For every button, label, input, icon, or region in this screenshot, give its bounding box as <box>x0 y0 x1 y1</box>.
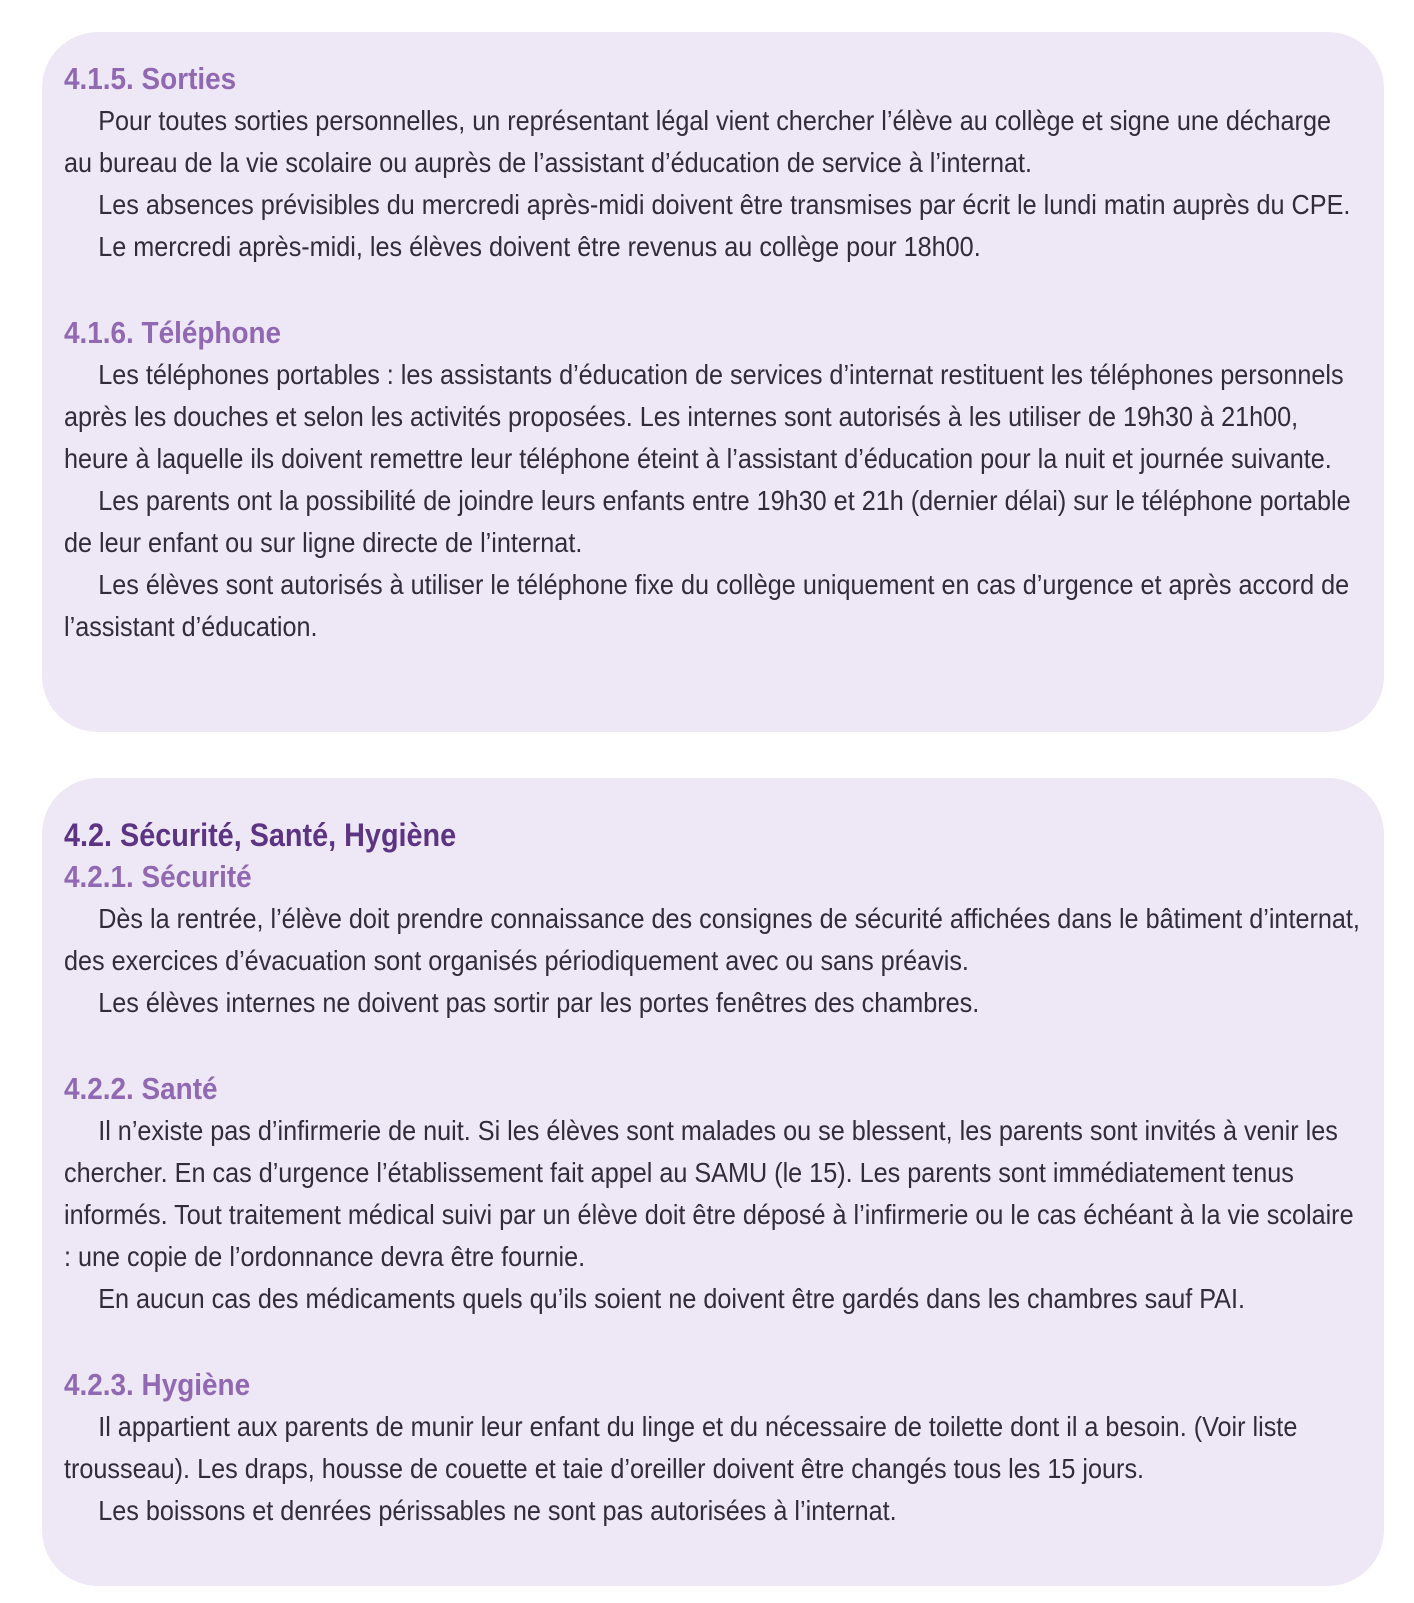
subsection-title-sante: 4.2.2. Santé <box>64 1071 218 1106</box>
paragraph: Les élèves sont autorisés à utiliser le téléphone fixe du collège uniquement en cas d’urgence et après accord de l’assistant d’éducation. <box>64 569 1350 642</box>
panel-sorties-telephone-content <box>64 58 1360 648</box>
section-telephone <box>64 312 1360 648</box>
section-title-securite-sante-hygiene: 4.2. Sécurité, Santé, Hygiène <box>64 817 457 853</box>
paragraph: Le mercredi après-midi, les élèves doivent être revenus au collège pour 18h00. <box>98 231 981 262</box>
paragraph: Les parents ont la possibilité de joindre leurs enfants entre 19h30 et 21h (dernier délai) sur le téléphone portable de leur enfant ou sur ligne directe de l’internat. <box>64 485 1351 558</box>
paragraph: Les boissons et denrées périssables ne sont pas autorisées à l’internat. <box>98 1495 897 1526</box>
paragraph: Il appartient aux parents de munir leur enfant du linge et du nécessaire de toilette dont il a besoin. (Voir liste trousseau). Les draps, housse de couette et taie d’oreiller doivent être changés tous les 15 jours. <box>64 1411 1298 1484</box>
section-securite <box>64 856 1360 1024</box>
section-sorties <box>64 58 1360 268</box>
paragraph: Il n’existe pas d’infirmerie de nuit. Si les élèves sont malades ou se blessent, les parents sont invités à venir les chercher. En cas d’urgence l’établissement fait appel au SAMU (le 15). Les parents sont immédiatement tenus informés. Tout traitement médical suivi par un élève doit être déposé à l’infirmerie ou le cas échéant à la vie scolaire : une copie de l’ordonnance devra être fournie. <box>64 1115 1354 1272</box>
subsection-title-telephone: 4.1.6. Téléphone <box>64 315 282 350</box>
section-hygiene <box>64 1364 1360 1532</box>
panel-securite-sante-hygiene-content <box>64 814 1360 1532</box>
paragraph: Les téléphones portables : les assistants d’éducation de services d’internat restituent les téléphones personnels après les douches et selon les activités proposées. Les internes sont autorisés à les utiliser de 19h30 à 21h00, heure à laquelle ils doivent remettre leur téléphone éteint à l’assistant d’éducation pour la nuit et journée suivante. <box>64 359 1344 474</box>
panel-sorties-telephone <box>42 32 1384 732</box>
paragraph: Les élèves internes ne doivent pas sortir par les portes fenêtres des chambres. <box>98 987 980 1018</box>
paragraph: En aucun cas des médicaments quels qu’ils soient ne doivent être gardés dans les chambres sauf PAI. <box>98 1283 1245 1314</box>
paragraph: Dès la rentrée, l’élève doit prendre connaissance des consignes de sécurité affichées dans le bâtiment d’internat, des exercices d’évacuation sont organisés périodiquement avec ou sans préavis. <box>64 903 1360 976</box>
paragraph: Les absences prévisibles du mercredi après-midi doivent être transmises par écrit le lundi matin auprès du CPE. <box>98 189 1351 220</box>
paragraph: Pour toutes sorties personnelles, un représentant légal vient chercher l’élève au collège et signe une décharge au bureau de la vie scolaire ou auprès de l’assistant d’éducation de service à l’internat. <box>64 105 1331 178</box>
panel-securite-sante-hygiene <box>42 778 1384 1586</box>
section-sante <box>64 1068 1360 1320</box>
subsection-title-sorties: 4.1.5. Sorties <box>64 61 237 96</box>
subsection-title-hygiene: 4.2.3. Hygiène <box>64 1367 251 1402</box>
subsection-title-securite: 4.2.1. Sécurité <box>64 859 252 894</box>
